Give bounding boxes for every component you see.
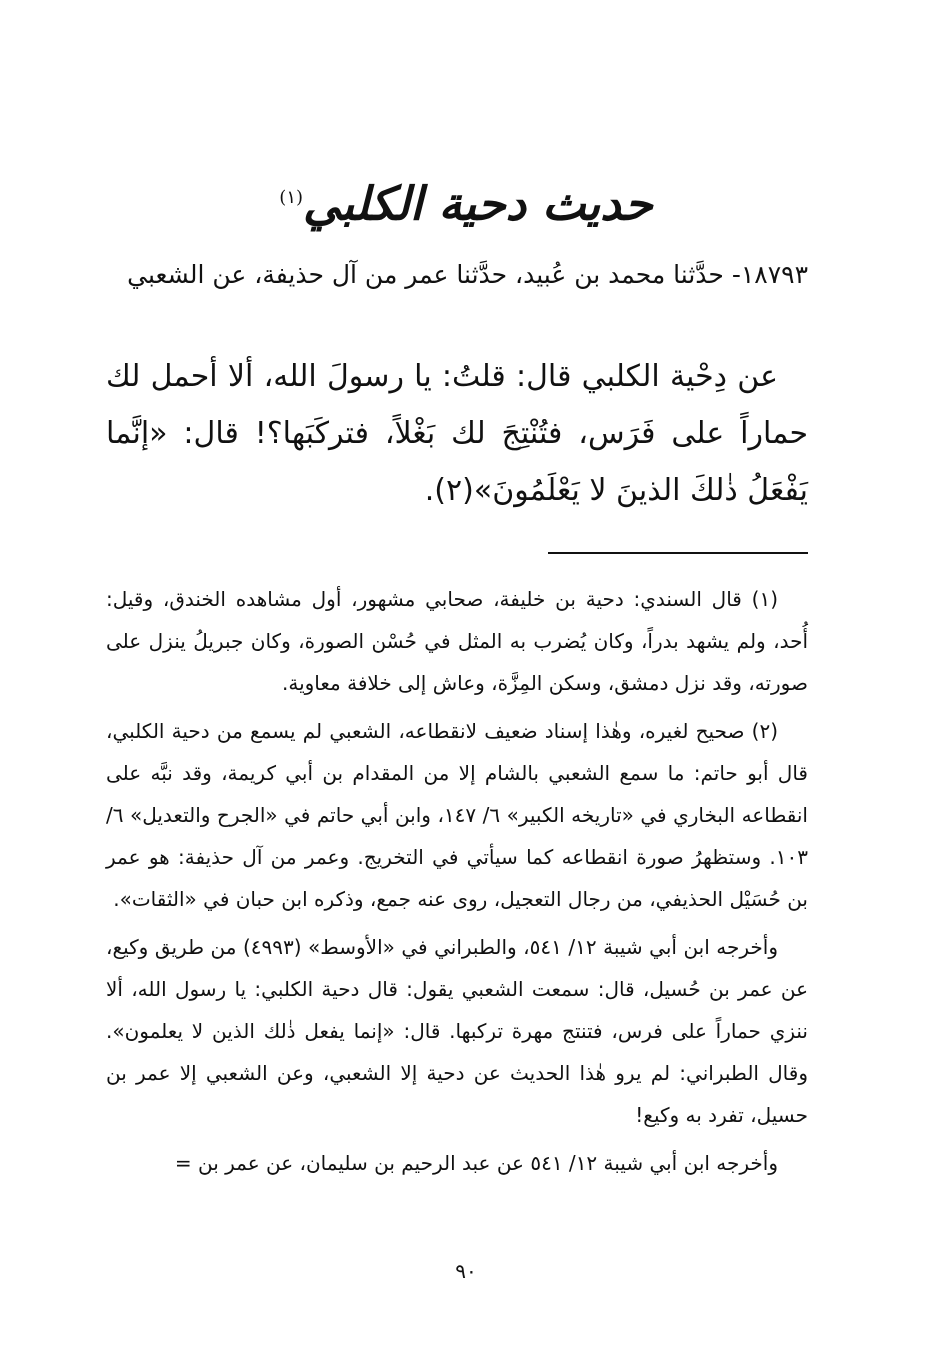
chapter-heading: [0, 168, 932, 233]
page-number: ٩٠: [455, 1259, 477, 1283]
footnote-separator: [548, 552, 808, 554]
hadith-matn: عن دِحْية الكلبي قال: قلتُ: يا رسولَ الله، ألا أحمل لك حماراً على فَرَس، فتُنْتِجَ لك بَغْلاً، فتركَبَها؟! قال: «إنَّما يَفْعَلُ ذٰلكَ الذينَ لا يَعْلَمُونَ»(٢).: [106, 359, 808, 508]
footnote-2: (٢) صحيح لغيره، وهٰذا إسناد ضعيف لانقطاعه، الشعبي لم يسمع من دحية الكلبي، قال أبو حاتم: ما سمع الشعبي بالشام إلا من المقدام بن أبي كريمة، وقد نبَّه على انقطاعه البخاري في «تاريخه الكبير» ٦/ ١٤٧، وابن أبي حاتم في «الجرح والتعديل» ٦/ ١٠٣. وستظهرُ صورة انقطاعه كما سيأتي في التخريج. وعمر من آل حذيفة: هو عمر بن حُسَيْل الحذيفي، من رجال التعجيل، روى عنه جمع، وذكره ابن حبان في «الثقات».: [106, 719, 808, 911]
hadith-isnad: ١٨٧٩٣- حدَّثنا محمد بن عُبيد، حدَّثنا عمر من آل حذيفة، عن الشعبي: [127, 260, 808, 289]
chapter-title: حديث دحية الكلبي: [303, 176, 653, 231]
footnote-2-continuation-2: وأخرجه ابن أبي شيبة ١٢/ ٥٤١ عن عبد الرحيم بن سليمان، عن عمر بن =: [174, 1151, 778, 1175]
heading-footnote-mark: (١): [279, 187, 304, 208]
footnote-1: (١) قال السندي: دحية بن خليفة، صحابي مشهور، أول مشاهده الخندق، وقيل: أُحد، ولم يشهد بدراً، وكان يُضرب به المثل في حُسْن الصورة، وكان جبريلُ ينزل على صورته، وقد نزل دمشق، وسكن المِزَّة، وعاش إلى خلافة معاوية.: [106, 587, 808, 695]
footnotes: [106, 578, 808, 1190]
footnote-2-continuation: وأخرجه ابن أبي شيبة ١٢/ ٥٤١، والطبراني في «الأوسط» (٤٩٩٣) من طريق وكيع، عن عمر بن حُسيل، قال: سمعت الشعبي يقول: قال دحية الكلبي: يا رسول الله، ألا ننزي حماراً على فرس، فتنتج مهرة تركبها. قال: «إنما يفعل ذٰلك الذين لا يعلمون». وقال الطبراني: لم يرو هٰذا الحديث عن دحية إلا الشعبي، وعن الشعبي إلا عمر بن حسيل، تفرد به وكيع!: [106, 935, 808, 1127]
